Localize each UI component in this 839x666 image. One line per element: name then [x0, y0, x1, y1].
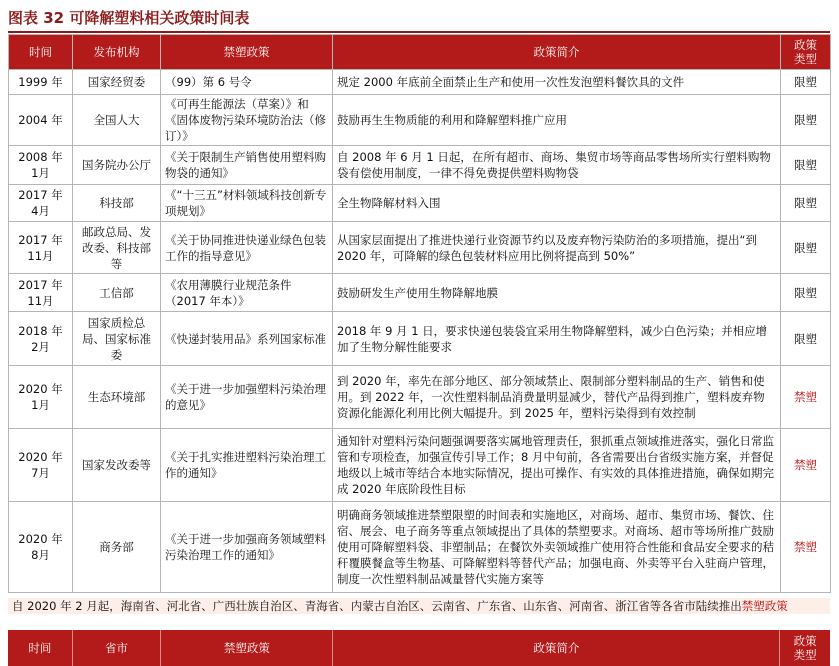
row-policy: 《可再生能源法（草案）》和《固体废物污染环境防治法（修订）》: [161, 95, 333, 146]
row-summary: 自 2008 年 6 月 1 日起，在所有超市、商场、集贸市场等商品零售场所实行塑料购物袋有偿使用制度，一律不得免费提供塑料购物袋: [333, 146, 781, 185]
header-org: 发布机构: [73, 35, 161, 70]
row-policy: 《关于协同推进快递业绿色包装工作的指导意见》: [161, 222, 333, 274]
row-org: 科技部: [73, 185, 161, 222]
row-policy: 《农用薄膜行业规范条件（2017 年本）》: [161, 274, 333, 312]
row-type: 限塑: [781, 222, 831, 274]
bottom-header-summary: 政策简介: [333, 630, 780, 666]
header-summary: 政策简介: [333, 35, 781, 70]
row-time: 2020 年 1月: [9, 366, 73, 429]
row-org: 工信部: [73, 274, 161, 312]
bottom-header-type: 政策 类型: [793, 634, 817, 662]
row-summary: 鼓励再生生物质能的利用和降解塑料推广应用: [333, 95, 781, 146]
row-policy: 《关于限制生产销售使用塑料购物袋的通知》: [161, 146, 333, 185]
figure-title: 图表 32 可降解塑料相关政策时间表: [8, 9, 250, 27]
row-type: 禁塑: [781, 502, 831, 593]
row-policy: 《“十三五”材料领域科技创新专项规划》: [161, 185, 333, 222]
row-org: 国家发改委等: [73, 429, 161, 502]
table-row: [9, 222, 831, 274]
table-row: [9, 70, 831, 95]
row-summary: 规定 2000 年底前全面禁止生产和使用一次性发泡塑料餐饮具的文件: [333, 70, 781, 95]
table-row: [9, 312, 831, 366]
table-row: [9, 429, 831, 502]
row-time: 2017 年 4月: [9, 185, 73, 222]
row-summary: 从国家层面提出了推进快递行业资源节约以及废弃物污染防治的多项措施，提出“到 2020 年，可降解的绿色包装材料应用比例将提高到 50%”: [333, 222, 781, 274]
row-time: 2017 年 11月: [9, 274, 73, 312]
row-type: 限塑: [781, 95, 831, 146]
header-type: 政策 类型: [781, 35, 831, 70]
table-row: [9, 502, 831, 593]
row-policy: （99）第 6 号令: [161, 70, 333, 95]
table-header-row: [9, 35, 831, 70]
title-rule: [8, 31, 830, 33]
footnote-text: 自 2020 年 2 月起，海南省、河北省、广西壮族自治区、青海省、内蒙古自治区、云南省、广东省、山东省、河南省、浙江省等各省市陆续推出: [12, 599, 742, 613]
row-type: 限塑: [781, 274, 831, 312]
row-policy: 《关于扎实推进塑料污染治理工作的通知》: [161, 429, 333, 502]
policy-table: [8, 34, 831, 593]
row-type: 限塑: [781, 312, 831, 366]
row-type: 限塑: [781, 185, 831, 222]
row-summary: 到 2020 年，率先在部分地区、部分领域禁止、限制部分塑料制品的生产、销售和使用。到 2022 年，一次性塑料制品消费量明显减少，替代产品得到推广，塑料废弃物资源化能源化利用比例大幅提升。到 2025 年，塑料污染得到有效控制: [333, 366, 781, 429]
table-row: [9, 185, 831, 222]
row-time: 2008 年 1月: [9, 146, 73, 185]
bottom-header-policy: 禁塑政策: [161, 630, 333, 666]
row-time: 2004 年: [9, 95, 73, 146]
footnote: [8, 598, 830, 614]
header-policy: 禁塑政策: [161, 35, 333, 70]
table-row: [9, 274, 831, 312]
row-summary: 通知针对塑料污染问题强调要落实属地管理责任，狠抓重点领域推进落实，强化日常监管和专项检查，加强宣传引导工作；8 月中旬前，各省需要出台省级实施方案，并督促地级以上城市等结合本地实际情况，提出可操作、有实效的具体推进措施，确保如期完成 2020 年底阶段性目标: [333, 429, 781, 502]
row-summary: 全生物降解材料入围: [333, 185, 781, 222]
row-org: 邮政总局、发改委、科技部等: [73, 222, 161, 274]
row-time: 2020 年 8月: [9, 502, 73, 593]
row-org: 国家经贸委: [73, 70, 161, 95]
row-type: 限塑: [781, 70, 831, 95]
row-org: 生态环境部: [73, 366, 161, 429]
bottom-header-province: 省市: [73, 630, 162, 666]
row-org: 全国人大: [73, 95, 161, 146]
row-type: 禁塑: [781, 366, 831, 429]
row-org: 商务部: [73, 502, 161, 593]
row-summary: 鼓励研发生产使用生物降解地膜: [333, 274, 781, 312]
row-time: 2020 年 7月: [9, 429, 73, 502]
table-row: [9, 146, 831, 185]
row-time: 2018 年 2月: [9, 312, 73, 366]
row-summary: 明确商务领域推进禁塑限塑的时间表和实施地区，对商场、超市、集贸市场、餐饮、住宿、展会、电子商务等重点领域提出了具体的禁塑要求。对商场、超市等场所推广鼓励使用可降解塑料袋、非塑制品；在餐饮外卖领域推广使用符合性能和食品安全要求的秸秆覆膜餐盒等生物基、可降解塑料等替代产品；加强电商、外卖等平台入驻商户管理，制度一次性塑料制品减量替代实施方案等: [333, 502, 781, 593]
bottom-header-time: 时间: [8, 630, 73, 666]
row-time: 1999 年: [9, 70, 73, 95]
footnote-highlight: 禁塑政策: [741, 599, 788, 613]
table-row: [9, 95, 831, 146]
row-policy: 《关于进一步加强商务领域塑料污染治理工作的通知》: [161, 502, 333, 593]
row-type: 限塑: [781, 146, 831, 185]
row-org: 国家质检总局、国家标准委: [73, 312, 161, 366]
row-type: 禁塑: [781, 429, 831, 502]
row-summary: 2018 年 9 月 1 日，要求快递包装袋宜采用生物降解塑料，减少白色污染；并相应增加了生物分解性能要求: [333, 312, 781, 366]
row-policy: 《快递封装用品》系列国家标准: [161, 312, 333, 366]
row-org: 国务院办公厅: [73, 146, 161, 185]
header-time: 时间: [9, 35, 73, 70]
row-policy: 《关于进一步加强塑料污染治理的意见》: [161, 366, 333, 429]
table-row: [9, 366, 831, 429]
row-time: 2017 年 11月: [9, 222, 73, 274]
